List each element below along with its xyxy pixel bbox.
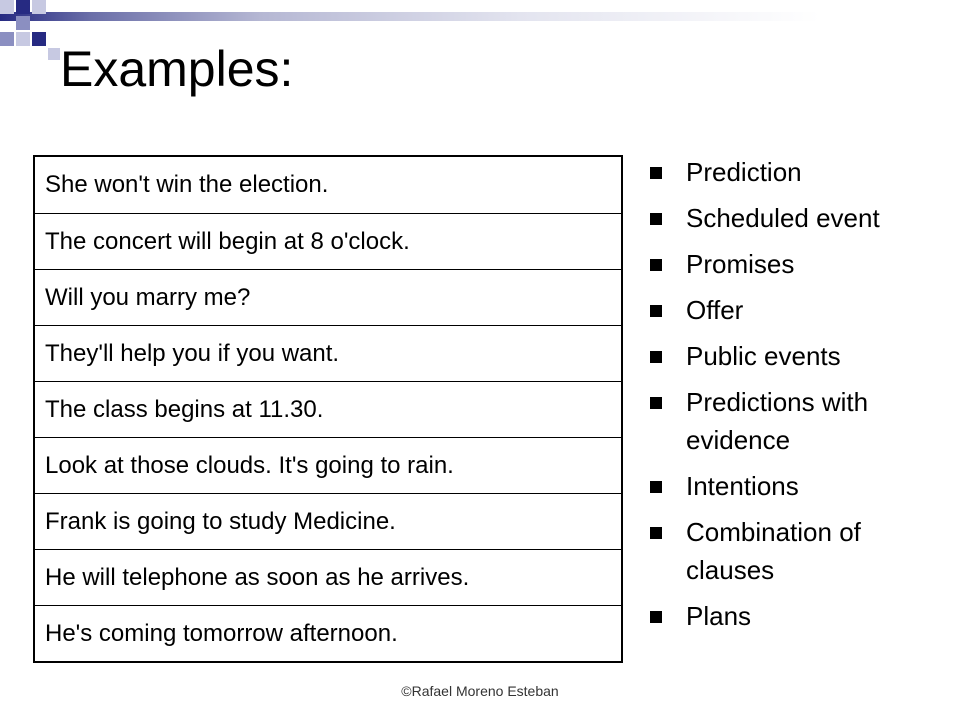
header-square <box>0 0 14 14</box>
list-item-label: Scheduled event <box>686 203 880 233</box>
table-row: He's coming tomorrow afternoon. <box>35 605 621 661</box>
square-bullet-icon <box>650 259 662 271</box>
square-bullet-icon <box>650 481 662 493</box>
list-item <box>648 245 948 283</box>
examples-table <box>33 155 623 663</box>
list-item <box>648 199 948 237</box>
square-bullet-icon <box>650 397 662 409</box>
header-square <box>48 48 60 60</box>
list-item-label: Combination of clauses <box>686 517 861 585</box>
table-row: He will telephone as soon as he arrives. <box>35 549 621 605</box>
header-square <box>32 0 46 14</box>
list-item-label: Predictions with evidence <box>686 387 869 455</box>
header-square <box>16 0 30 14</box>
list-item <box>648 337 948 375</box>
list-item <box>648 513 948 589</box>
list-item <box>648 597 948 635</box>
list-item-label: Intentions <box>686 471 799 501</box>
list-item-label: Plans <box>686 601 752 631</box>
list-item <box>648 383 948 459</box>
list-item-label: Promises <box>686 249 795 279</box>
header-square <box>16 16 30 30</box>
list-item <box>648 153 948 191</box>
table-row: Will you marry me? <box>35 269 621 325</box>
list-item <box>648 291 948 329</box>
square-bullet-icon <box>650 305 662 317</box>
table-row: The class begins at 11.30. <box>35 381 621 437</box>
footer-copyright: ©Rafael Moreno Esteban <box>401 683 559 699</box>
table-row: Look at those clouds. It's going to rain. <box>35 437 621 493</box>
square-bullet-icon <box>650 213 662 225</box>
list-item-label: Offer <box>686 295 744 325</box>
table-row: She won't win the election. <box>45 171 329 198</box>
square-bullet-icon <box>650 167 662 179</box>
list-item-label: Public events <box>686 341 841 371</box>
header-gradient-bar <box>0 12 960 21</box>
table-row: The concert will begin at 8 o'clock. <box>35 213 621 269</box>
square-bullet-icon <box>650 527 662 539</box>
table-row: They'll help you if you want. <box>35 325 621 381</box>
header-square <box>16 32 30 46</box>
square-bullet-icon <box>650 351 662 363</box>
header-square <box>0 32 14 46</box>
list-item-label: Prediction <box>686 157 802 187</box>
slide-title: Examples: <box>60 41 294 97</box>
square-bullet-icon <box>650 611 662 623</box>
list-item <box>648 467 948 505</box>
header-square <box>32 32 46 46</box>
uses-list <box>648 153 948 643</box>
table-row: Frank is going to study Medicine. <box>35 493 621 549</box>
